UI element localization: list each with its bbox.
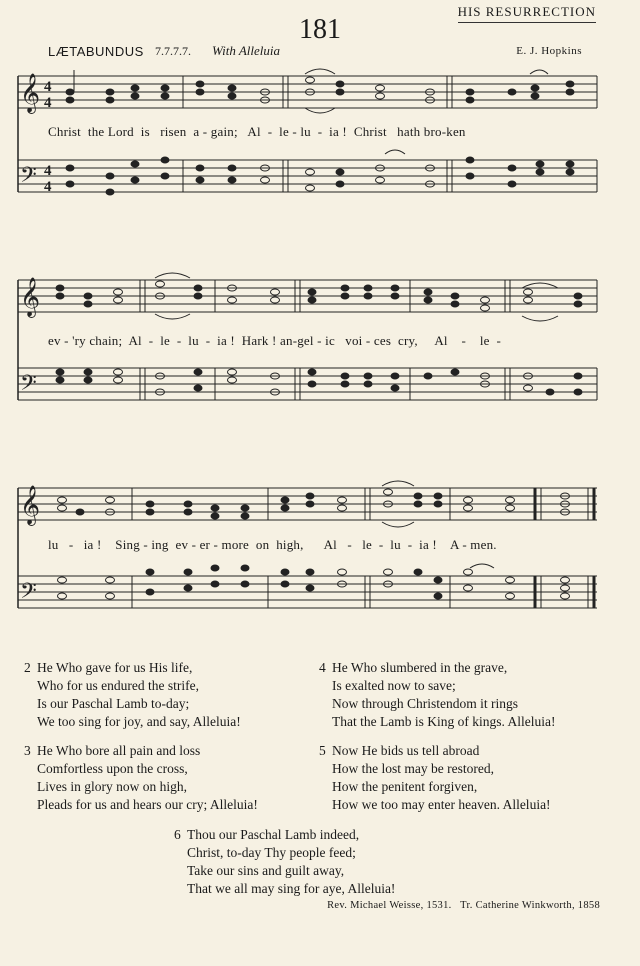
stanza-line: That we all may sing for aye, Alleluia!: [187, 881, 396, 896]
stanza-line: Now through Christendom it rings: [332, 696, 518, 711]
section-title: HIS RESURRECTION: [458, 4, 596, 23]
stanza-line: We too sing for joy, and say, Alleluia!: [37, 714, 241, 729]
stanza-line: He Who slumbered in the grave,: [332, 660, 508, 675]
stanza-number: 5: [319, 743, 326, 758]
author-credit: Rev. Michael Weisse, 1531.: [327, 900, 452, 911]
time-signature-top: 4: [44, 79, 52, 95]
stanza-line: Thou our Paschal Lamb indeed,: [187, 827, 360, 842]
stanza-number: 4: [319, 660, 326, 675]
svg-text:𝄞: 𝄞: [20, 75, 41, 112]
stanza-line: Is exalted now to save;: [332, 678, 456, 693]
stanza-line: Pleads for us and hears our cry; Alleluia!: [37, 797, 258, 812]
stanza-number: 3: [24, 743, 31, 758]
lyrics-line-2: ev - 'ry chain; Al - le - lu - ia ! Hark ! an-gel - ic voi - ces cry, Al - le -: [48, 333, 502, 348]
composer: E. J. Hopkins: [516, 45, 582, 57]
stanza-number: 6: [174, 827, 181, 842]
stanza-line: Christ, to-day Thy people feed;: [187, 845, 356, 860]
svg-text:4: 4: [44, 163, 52, 179]
svg-text:𝄞: 𝄞: [20, 487, 41, 524]
stanza-6: [174, 826, 396, 898]
svg-text:𝄞: 𝄞: [20, 279, 41, 316]
stanza-line: Is our Paschal Lamb to-day;: [37, 696, 190, 711]
svg-text:𝄢: 𝄢: [20, 579, 37, 608]
stanza-line: Take our sins and guilt away,: [187, 863, 345, 878]
tune-note: With Alleluia: [212, 43, 281, 58]
stanza-line: Comfortless upon the cross,: [37, 761, 188, 776]
stanza-line: How we too may enter heaven. Alleluia!: [332, 797, 551, 812]
stanza-line: How the penitent forgiven,: [332, 779, 478, 794]
svg-text:𝄢: 𝄢: [20, 163, 37, 192]
translator-credit: Tr. Catherine Winkworth, 1858: [460, 900, 600, 911]
lyrics-line-3: lu - ia ! Sing - ing ev - er - more on high, Al - le - lu - ia ! A - men.: [48, 537, 497, 552]
stanza-line: He Who gave for us His life,: [37, 660, 193, 675]
svg-text:4: 4: [44, 179, 52, 195]
lyrics-line-1: Christ the Lord is risen a - gain; Al - le - lu - ia ! Christ hath bro-ken: [48, 124, 466, 139]
stanza-3: [24, 742, 258, 814]
stanza-2: [24, 659, 241, 731]
stanza-line: Who for us endured the strife,: [37, 678, 199, 693]
svg-text:𝄢: 𝄢: [20, 371, 37, 400]
stanza-line: That the Lamb is King of kings. Alleluia!: [332, 714, 556, 729]
time-signature-bottom: 4: [44, 95, 52, 111]
hymn-number: 181: [299, 14, 341, 45]
stanza-line: He Who bore all pain and loss: [37, 743, 201, 758]
stanza-line: How the lost may be restored,: [332, 761, 494, 776]
stanza-line: Lives in glory now on high,: [37, 779, 187, 794]
tune-meter: 7.7.7.7.: [155, 44, 191, 58]
music-system-1: [0, 62, 640, 222]
credits: [327, 900, 600, 911]
tune-name: LÆTABUNDUS: [48, 44, 144, 59]
stanza-4: [319, 659, 556, 731]
stanza-5: [319, 742, 551, 814]
stanza-line: Now He bids us tell abroad: [332, 743, 480, 758]
stanza-number: 2: [24, 660, 31, 675]
